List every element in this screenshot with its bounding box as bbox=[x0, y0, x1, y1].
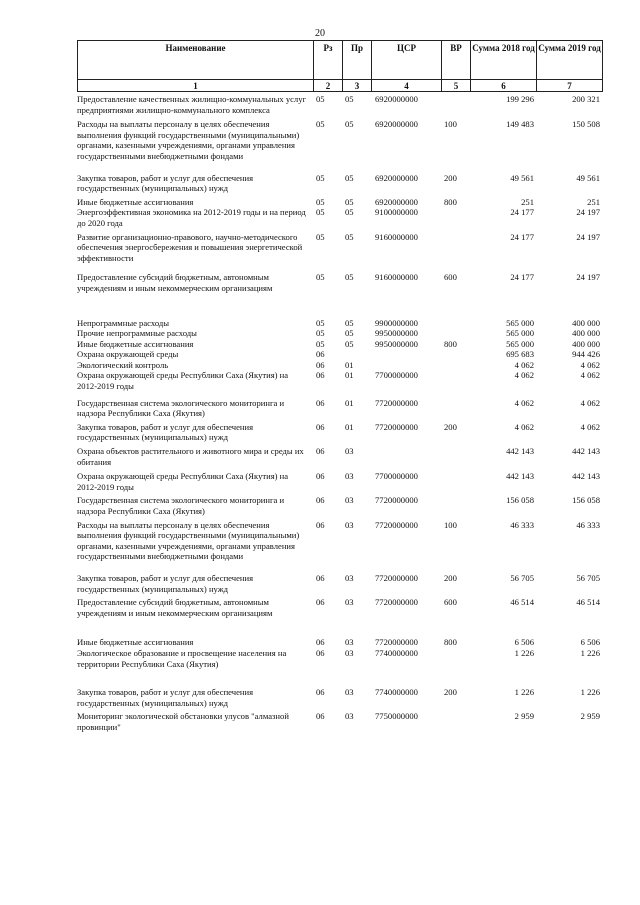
table-row bbox=[77, 349, 602, 360]
row-csr: 9950000000 bbox=[375, 338, 418, 349]
header-pr: Пр bbox=[343, 41, 372, 80]
row-sum-2018: 24 177 bbox=[510, 231, 534, 242]
row-sum-2018: 695 683 bbox=[506, 349, 534, 360]
row-spacer bbox=[77, 618, 602, 637]
table-row bbox=[77, 637, 602, 648]
row-sum-2018: 565 000 bbox=[506, 338, 534, 349]
table-row bbox=[77, 173, 602, 194]
row-vr bbox=[441, 328, 470, 339]
row-sum-2019: 1 226 bbox=[580, 647, 600, 658]
row-name: Закупка товаров, работ и услуг для обеспечения государственных (муниципальных) нужд bbox=[77, 687, 254, 708]
row-rz: 06 bbox=[316, 421, 325, 432]
row-sum-2019: 944 426 bbox=[572, 349, 600, 360]
row-rz: 06 bbox=[316, 495, 325, 506]
row-sum-2019: 24 197 bbox=[576, 272, 600, 283]
row-vr: 200 bbox=[444, 421, 457, 432]
row-csr: 9160000000 bbox=[375, 272, 418, 283]
row-vr bbox=[441, 711, 470, 732]
table-row bbox=[77, 197, 602, 208]
row-name: Иные бюджетные ассигнования bbox=[77, 196, 194, 207]
table-row bbox=[77, 119, 602, 161]
row-spacer bbox=[77, 294, 602, 318]
row-sum-2018: 156 058 bbox=[506, 495, 534, 506]
row-pr: 03 bbox=[345, 446, 354, 457]
row-csr: 7740000000 bbox=[375, 687, 418, 698]
row-sum-2019: 400 000 bbox=[572, 317, 600, 328]
row-rz: 06 bbox=[316, 397, 325, 408]
table-row bbox=[77, 232, 602, 264]
row-rz: 06 bbox=[316, 572, 325, 583]
column-number: 4 bbox=[372, 80, 442, 92]
row-rz: 06 bbox=[316, 647, 325, 658]
row-vr bbox=[441, 398, 470, 419]
row-sum-2019: 6 506 bbox=[580, 637, 600, 648]
row-sum-2018: 56 705 bbox=[510, 572, 534, 583]
budget-table-body bbox=[77, 94, 602, 733]
row-rz: 05 bbox=[316, 338, 325, 349]
row-pr: 01 bbox=[345, 370, 354, 381]
row-csr: 7720000000 bbox=[375, 519, 418, 530]
row-vr bbox=[441, 495, 470, 516]
row-sum-2018: 6 506 bbox=[514, 637, 534, 648]
row-vr: 800 bbox=[444, 196, 457, 207]
row-vr: 100 bbox=[444, 119, 457, 130]
header-rz: Рз bbox=[314, 41, 343, 80]
row-sum-2019: 442 143 bbox=[572, 471, 600, 482]
row-name: Иные бюджетные ассигнования bbox=[77, 338, 194, 349]
row-rz: 05 bbox=[316, 207, 325, 218]
row-sum-2018: 4 062 bbox=[514, 421, 534, 432]
column-number: 6 bbox=[471, 80, 537, 92]
row-vr: 800 bbox=[444, 338, 457, 349]
row-name: Прочие непрограммные расходы bbox=[77, 328, 197, 339]
row-rz: 05 bbox=[316, 172, 325, 183]
row-name: Предоставление качественных жилищно-коммунальных услуг предприятиями жилищно-коммунального комплекса bbox=[77, 94, 307, 115]
row-vr bbox=[441, 648, 470, 669]
row-pr: 03 bbox=[345, 687, 354, 698]
table-row bbox=[77, 422, 602, 443]
column-number: 1 bbox=[78, 80, 314, 92]
row-rz: 06 bbox=[316, 597, 325, 608]
row-sum-2019: 46 514 bbox=[576, 597, 600, 608]
row-sum-2018: 1 226 bbox=[514, 687, 534, 698]
table-row bbox=[77, 370, 602, 391]
row-name: Развитие организационно-правового, научно-методического обеспечения энергосбережения и повышения энергетической эффективности bbox=[77, 231, 303, 263]
row-vr bbox=[441, 471, 470, 492]
row-vr bbox=[441, 370, 470, 391]
table-row bbox=[77, 597, 602, 618]
row-sum-2018: 565 000 bbox=[506, 317, 534, 328]
row-rz: 06 bbox=[316, 519, 325, 530]
row-sum-2018: 442 143 bbox=[506, 446, 534, 457]
row-csr: 7750000000 bbox=[375, 711, 418, 722]
row-sum-2019: 24 197 bbox=[576, 231, 600, 242]
row-vr: 200 bbox=[444, 172, 457, 183]
row-sum-2019: 442 143 bbox=[572, 446, 600, 457]
column-number: 7 bbox=[537, 80, 603, 92]
row-name: Закупка товаров, работ и услуг для обеспечения государственных (муниципальных) нужд bbox=[77, 572, 254, 594]
row-name: Расходы на выплаты персоналу в целях обеспечения выполнения функций государственными (муниципальными) органами, казенными учреждениями, органами управления государственными внебюджетными фондами bbox=[77, 119, 300, 161]
header-name: Наименование bbox=[78, 41, 314, 80]
page-number: 20 bbox=[315, 28, 325, 39]
header-csr: ЦСР bbox=[372, 41, 442, 80]
table-row bbox=[77, 520, 602, 562]
row-csr bbox=[371, 349, 441, 360]
table-row bbox=[77, 471, 602, 492]
row-rz: 06 bbox=[316, 359, 325, 370]
row-csr: 6920000000 bbox=[375, 172, 418, 183]
budget-table-header bbox=[77, 40, 603, 92]
row-rz: 05 bbox=[316, 317, 325, 328]
row-name: Расходы на выплаты персоналу в целях обеспечения выполнения функций государственными (муниципальными) органами, казенными учреждениями, органами управления государственными внебюджетными фондами bbox=[77, 519, 300, 562]
table-row bbox=[77, 339, 602, 350]
row-pr: 03 bbox=[345, 647, 354, 658]
row-pr: 03 bbox=[345, 495, 354, 506]
row-sum-2018: 565 000 bbox=[506, 328, 534, 339]
row-vr: 600 bbox=[444, 272, 457, 283]
row-name: Предоставление субсидий бюджетным, автономным учреждениям и иным некоммерческим организациям bbox=[77, 597, 273, 618]
row-pr: 03 bbox=[345, 597, 354, 608]
row-sum-2019: 400 000 bbox=[572, 328, 600, 339]
row-name: Государственная система экологического мониторинга и надзора Республики Саха (Якутия) bbox=[77, 397, 285, 419]
row-csr: 7720000000 bbox=[375, 572, 418, 583]
row-name: Охрана окружающей среды bbox=[77, 349, 179, 360]
row-sum-2018: 24 177 bbox=[510, 272, 534, 283]
row-sum-2018: 199 296 bbox=[506, 94, 534, 104]
row-sum-2018: 4 062 bbox=[514, 370, 534, 381]
row-pr: 05 bbox=[345, 119, 354, 130]
row-sum-2018: 49 561 bbox=[510, 172, 534, 183]
row-sum-2019: 251 bbox=[587, 196, 600, 207]
row-rz: 06 bbox=[316, 349, 325, 360]
row-vr: 200 bbox=[444, 572, 457, 583]
row-sum-2019: 2 959 bbox=[580, 711, 600, 722]
table-row bbox=[77, 573, 602, 594]
table-row bbox=[77, 328, 602, 339]
row-pr: 05 bbox=[345, 338, 354, 349]
row-sum-2019: 4 062 bbox=[580, 421, 600, 432]
row-sum-2018: 1 226 bbox=[514, 647, 534, 658]
column-number: 2 bbox=[314, 80, 343, 92]
row-csr: 7720000000 bbox=[375, 637, 418, 648]
row-name: Охрана окружающей среды Республики Саха (Якутия) на 2012-2019 годы bbox=[77, 471, 289, 492]
row-name: Экологический контроль bbox=[77, 359, 169, 370]
row-csr: 7740000000 bbox=[375, 647, 418, 658]
row-vr bbox=[441, 232, 470, 264]
row-sum-2018: 251 bbox=[521, 196, 534, 207]
row-pr: 05 bbox=[345, 272, 354, 283]
row-sum-2019: 24 197 bbox=[576, 207, 600, 218]
table-row bbox=[77, 360, 602, 371]
row-pr: 05 bbox=[345, 328, 354, 339]
row-pr: 01 bbox=[345, 421, 354, 432]
row-spacer bbox=[77, 162, 602, 173]
row-sum-2018: 2 959 bbox=[514, 711, 534, 722]
row-vr: 600 bbox=[444, 597, 457, 608]
row-rz: 06 bbox=[316, 637, 325, 648]
row-rz: 06 bbox=[316, 471, 325, 482]
row-csr: 6920000000 bbox=[375, 119, 418, 130]
row-rz: 06 bbox=[316, 711, 325, 722]
row-rz: 05 bbox=[316, 94, 325, 104]
row-spacer bbox=[77, 669, 602, 687]
row-name: Энергоэффективная экономика на 2012-2019 годы и на период до 2020 года bbox=[77, 207, 306, 228]
row-csr: 6920000000 bbox=[375, 94, 418, 104]
row-pr: 03 bbox=[345, 572, 354, 583]
row-sum-2019: 49 561 bbox=[576, 172, 600, 183]
row-pr: 05 bbox=[345, 317, 354, 328]
row-vr bbox=[441, 446, 470, 467]
table-row bbox=[77, 398, 602, 419]
header-vr: ВР bbox=[442, 41, 471, 80]
row-rz: 05 bbox=[316, 328, 325, 339]
row-csr: 9900000000 bbox=[375, 317, 418, 328]
row-name: Экологическое образование и просвещение населения на территории Республики Саха (Якутия) bbox=[77, 647, 287, 669]
row-rz: 05 bbox=[316, 196, 325, 207]
table-row bbox=[77, 648, 602, 669]
row-csr: 7720000000 bbox=[375, 495, 418, 506]
row-rz: 06 bbox=[316, 687, 325, 698]
row-spacer bbox=[77, 263, 602, 272]
header-sum-2019: Сумма 2019 год bbox=[537, 41, 603, 80]
row-rz: 05 bbox=[316, 272, 325, 283]
row-pr: 03 bbox=[345, 637, 354, 648]
row-csr: 9160000000 bbox=[375, 231, 418, 242]
row-csr: 9950000000 bbox=[375, 328, 418, 339]
row-csr: 9100000000 bbox=[375, 207, 418, 218]
row-name: Мониторинг экологической обстановки улусов "алмазной провинции" bbox=[77, 711, 289, 732]
row-vr: 200 bbox=[444, 687, 457, 698]
row-pr: 05 bbox=[345, 207, 354, 218]
row-name: Непрограммные расходы bbox=[77, 317, 170, 328]
row-sum-2018: 24 177 bbox=[510, 207, 534, 218]
row-sum-2019: 400 000 bbox=[572, 338, 600, 349]
row-sum-2019: 156 058 bbox=[572, 495, 600, 506]
row-vr bbox=[441, 207, 470, 228]
column-number: 5 bbox=[442, 80, 471, 92]
row-sum-2019: 46 333 bbox=[576, 519, 600, 530]
row-rz: 06 bbox=[316, 370, 325, 381]
row-rz: 06 bbox=[316, 446, 325, 457]
row-name: Охрана объектов растительного и животного мира и среды их обитания bbox=[77, 446, 304, 467]
row-pr: 05 bbox=[345, 231, 354, 242]
row-pr: 05 bbox=[345, 172, 354, 183]
row-name: Закупка товаров, работ и услуг для обеспечения государственных (муниципальных) нужд bbox=[77, 172, 254, 194]
row-sum-2018: 46 333 bbox=[510, 519, 534, 530]
row-pr: 03 bbox=[345, 471, 354, 482]
row-name: Иные бюджетные ассигнования bbox=[77, 637, 194, 648]
row-vr bbox=[441, 349, 470, 360]
row-csr bbox=[371, 446, 441, 467]
row-pr: 03 bbox=[345, 519, 354, 530]
table-row bbox=[77, 94, 602, 115]
row-csr: 6920000000 bbox=[375, 196, 418, 207]
row-name: Закупка товаров, работ и услуг для обеспечения государственных (муниципальных) нужд bbox=[77, 421, 254, 443]
row-pr bbox=[342, 349, 371, 360]
row-csr: 7720000000 bbox=[375, 597, 418, 608]
row-csr: 7700000000 bbox=[375, 370, 418, 381]
row-sum-2019: 1 226 bbox=[580, 687, 600, 698]
row-name: Предоставление субсидий бюджетным, автономным учреждениям и иным некоммерческим организациям bbox=[77, 272, 273, 293]
row-csr: 7700000000 bbox=[375, 471, 418, 482]
column-number: 3 bbox=[343, 80, 372, 92]
row-csr: 7720000000 bbox=[375, 421, 418, 432]
row-vr: 800 bbox=[444, 637, 457, 648]
row-rz: 05 bbox=[316, 119, 325, 130]
table-row bbox=[77, 711, 602, 732]
row-spacer bbox=[77, 562, 602, 573]
row-vr bbox=[441, 360, 470, 371]
row-pr: 05 bbox=[345, 196, 354, 207]
row-sum-2018: 46 514 bbox=[510, 597, 534, 608]
table-row bbox=[77, 687, 602, 708]
table-row bbox=[77, 272, 602, 293]
row-vr bbox=[441, 318, 470, 329]
row-sum-2018: 149 483 bbox=[506, 119, 534, 130]
row-pr: 01 bbox=[345, 397, 354, 408]
row-vr: 100 bbox=[444, 519, 457, 530]
row-csr bbox=[371, 360, 441, 371]
row-pr: 01 bbox=[345, 359, 354, 370]
row-sum-2019: 4 062 bbox=[580, 359, 600, 370]
row-sum-2019: 56 705 bbox=[576, 572, 600, 583]
table-row bbox=[77, 446, 602, 467]
row-sum-2018: 442 143 bbox=[506, 471, 534, 482]
row-sum-2019: 4 062 bbox=[580, 397, 600, 408]
row-pr: 05 bbox=[345, 94, 354, 104]
row-sum-2018: 4 062 bbox=[514, 359, 534, 370]
header-sum-2018: Сумма 2018 год bbox=[471, 41, 537, 80]
table-row bbox=[77, 318, 602, 329]
row-name: Охрана окружающей среды Республики Саха (Якутия) на 2012-2019 годы bbox=[77, 370, 289, 392]
row-pr: 03 bbox=[345, 711, 354, 722]
row-sum-2019: 200 321 bbox=[572, 94, 600, 104]
row-sum-2018: 4 062 bbox=[514, 397, 534, 408]
row-sum-2019: 4 062 bbox=[580, 370, 600, 381]
table-row bbox=[77, 495, 602, 516]
table-row bbox=[77, 207, 602, 228]
row-rz: 05 bbox=[316, 231, 325, 242]
row-vr bbox=[441, 94, 470, 115]
row-sum-2019: 150 508 bbox=[572, 119, 600, 130]
row-csr: 7720000000 bbox=[375, 397, 418, 408]
row-name: Государственная система экологического мониторинга и надзора Республики Саха (Якутия) bbox=[77, 495, 285, 516]
